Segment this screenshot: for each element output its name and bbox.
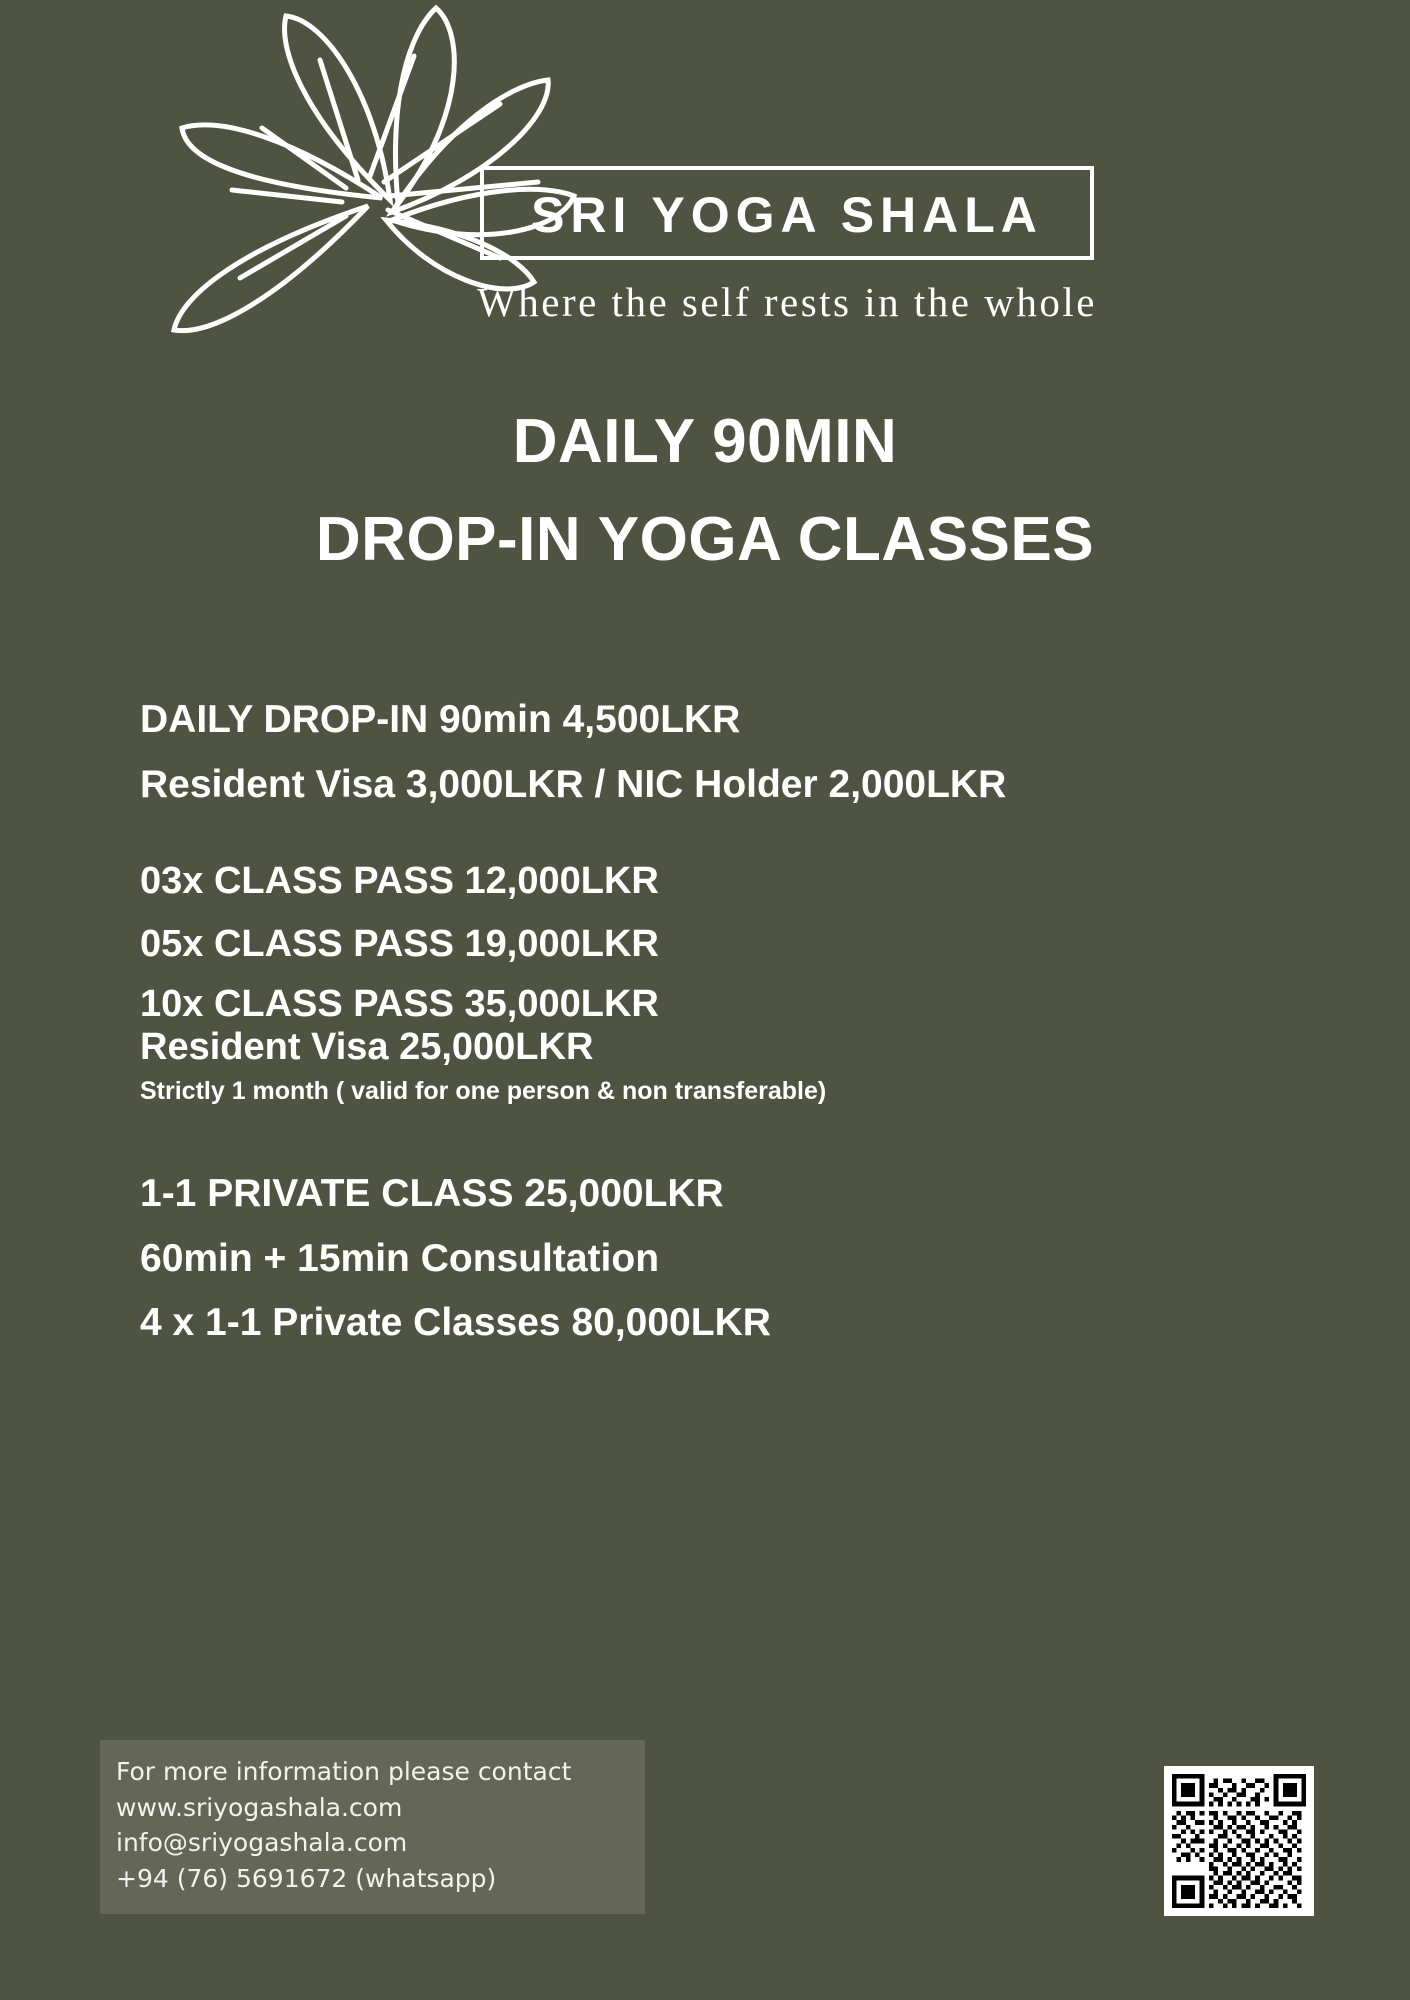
price-pass-5: 05x CLASS PASS 19,000LKR bbox=[140, 923, 659, 966]
contact-email[interactable]: info@sriyogashala.com bbox=[116, 1828, 408, 1857]
logo-block bbox=[0, 0, 1410, 410]
spacer bbox=[140, 906, 1350, 920]
contact-website[interactable]: www.sriyogashala.com bbox=[116, 1792, 403, 1822]
price-pass-note: Strictly 1 month ( valid for one person & non transferable) bbox=[140, 1076, 827, 1105]
headline-line-2: DROP-IN YOGA CLASSES bbox=[315, 504, 1095, 574]
spacer bbox=[140, 1284, 1350, 1298]
price-dropin-subtitle: Resident Visa 3,000LKR / NIC Holder 2,000LKR bbox=[140, 762, 1007, 806]
contact-box bbox=[100, 1740, 645, 1914]
spacer bbox=[140, 746, 1350, 760]
price-pass-10: 10x CLASS PASS 35,000LKR bbox=[140, 983, 659, 1026]
qr-code[interactable] bbox=[1164, 1766, 1314, 1916]
price-dropin-title: DAILY DROP-IN 90min 4,500LKR bbox=[140, 698, 741, 742]
headline-line-1: DAILY 90MIN bbox=[512, 407, 898, 476]
price-private-title: 1-1 PRIVATE CLASS 25,000LKR bbox=[140, 1172, 724, 1215]
page-title bbox=[0, 404, 1410, 577]
contact-phone[interactable]: +94 (76) 5691672 (whatsapp) bbox=[116, 1863, 497, 1893]
brand-tagline-text: Where the self rests in the whole bbox=[477, 279, 1097, 325]
price-private-pack: 4 x 1-1 Private Classes 80,000LKR bbox=[140, 1301, 771, 1345]
spacer bbox=[140, 811, 1350, 857]
contact-heading: For more information please contact bbox=[116, 1757, 572, 1786]
spacer bbox=[140, 1107, 1350, 1169]
spacer bbox=[140, 1220, 1350, 1234]
price-pass-3: 03x CLASS PASS 12,000LKR bbox=[140, 859, 659, 902]
pricing-list bbox=[0, 695, 1410, 1349]
brand-name-text: SRI YOGA SHALA bbox=[531, 187, 1043, 243]
spacer bbox=[140, 969, 1350, 983]
price-private-subtitle: 60min + 15min Consultation bbox=[140, 1236, 660, 1280]
price-pass-10-resident: Resident Visa 25,000LKR bbox=[140, 1025, 594, 1068]
brand-logo bbox=[170, 0, 1140, 400]
qr-code-icon bbox=[1172, 1774, 1306, 1908]
